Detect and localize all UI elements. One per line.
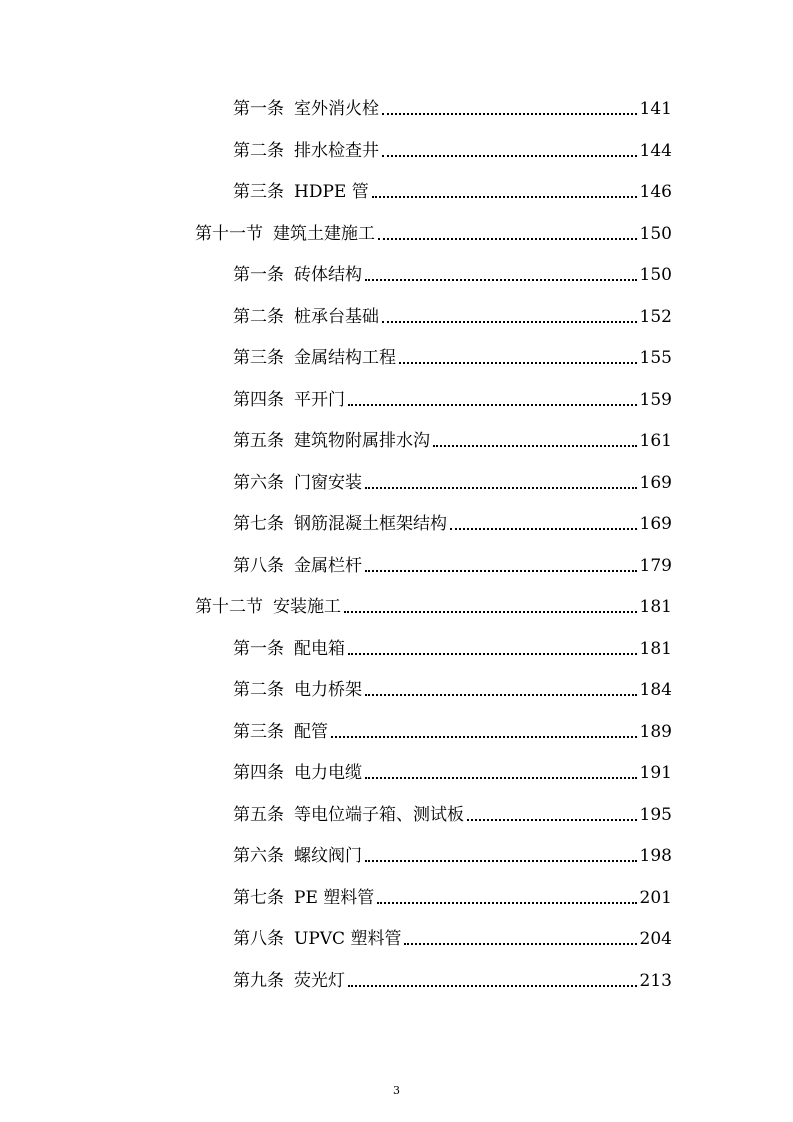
toc-entry-title: 门窗安装: [294, 472, 362, 493]
toc-entry-title: 荧光灯: [294, 970, 345, 991]
dot-leader: [348, 652, 637, 655]
toc-entry[interactable]: [233, 132, 672, 162]
toc-entry-title: 钢筋混凝土框架结构: [294, 514, 447, 534]
toc-entry-label: 第五条: [233, 804, 284, 825]
toc-entry-title: UPVC 塑料管: [294, 929, 402, 949]
toc-entry-title: 金属结构工程: [294, 348, 396, 368]
toc-entry-label: 第三条: [233, 182, 284, 202]
toc-entry[interactable]: [233, 837, 672, 867]
toc-entry[interactable]: [233, 464, 672, 494]
toc-entry-page-number: 150: [639, 265, 672, 285]
toc-entry-title: 砖体结构: [294, 265, 362, 285]
toc-entry-title: 室外消火栓: [294, 99, 379, 119]
dot-leader: [377, 901, 636, 904]
dot-leader: [467, 818, 637, 821]
toc-entry-label: 第六条: [233, 846, 284, 866]
page-number: 3: [393, 1084, 400, 1097]
toc-entry-label: 第二条: [233, 306, 284, 327]
toc-entry-page-number: 155: [639, 348, 672, 368]
dot-leader: [433, 444, 637, 447]
toc-entry-title: 电力电缆: [294, 763, 362, 783]
toc-entry[interactable]: [233, 630, 672, 660]
toc-entry-title: 建筑物附属排水沟: [294, 431, 430, 451]
toc-entry-page-number: 144: [639, 140, 672, 161]
toc-entry[interactable]: [233, 422, 672, 452]
toc-entry-title: 电力桥架: [294, 680, 362, 700]
dot-leader: [382, 112, 637, 115]
toc-entry-label: 第七条: [233, 514, 284, 534]
dot-leader: [348, 984, 637, 987]
toc-entry-page-number: 189: [639, 721, 672, 742]
toc-entry[interactable]: [233, 547, 672, 577]
toc-entry-title: 安装施工: [273, 597, 341, 617]
toc-entry-page-number: 204: [639, 929, 672, 949]
dot-leader: [344, 610, 637, 613]
dot-leader: [399, 361, 637, 364]
dot-leader: [365, 486, 637, 489]
dot-leader: [348, 403, 637, 406]
toc-entry[interactable]: [233, 505, 672, 535]
toc-entry[interactable]: [233, 962, 672, 992]
toc-entry[interactable]: [233, 920, 672, 950]
toc-entry-page-number: 169: [639, 514, 672, 534]
toc-entry-label: 第三条: [233, 721, 284, 742]
toc-entry[interactable]: [233, 796, 672, 826]
toc-entry-page-number: 152: [639, 306, 672, 327]
toc-entry-label: 第二条: [233, 680, 284, 700]
toc-entry-title: PE 塑料管: [294, 887, 375, 908]
dot-leader: [382, 320, 637, 323]
toc-entry-title: 配管: [294, 721, 328, 742]
dot-leader: [365, 278, 637, 281]
dot-leader: [382, 154, 637, 157]
toc-entry[interactable]: [233, 173, 672, 203]
toc-entry-label: 第三条: [233, 348, 284, 368]
toc-entry-label: 第二条: [233, 140, 284, 161]
dot-leader: [372, 195, 637, 198]
dot-leader: [365, 693, 637, 696]
toc-entry-page-number: 179: [639, 555, 672, 576]
toc-entry-title: 排水检查井: [294, 140, 379, 161]
toc-entry-label: 第十一节: [195, 223, 263, 244]
toc-entry-page-number: 213: [639, 970, 672, 991]
toc-entry-label: 第一条: [233, 638, 284, 659]
toc-entry-page-number: 184: [639, 680, 672, 700]
dot-leader: [378, 237, 637, 240]
toc-entry-page-number: 146: [639, 182, 672, 202]
toc-entry-page-number: 195: [639, 804, 672, 825]
toc-entry-page-number: 198: [639, 846, 672, 866]
toc-entry[interactable]: [233, 298, 672, 328]
toc-entry-page-number: 150: [639, 223, 672, 244]
toc-entry[interactable]: [233, 381, 672, 411]
toc-entry-label: 第五条: [233, 431, 284, 451]
toc-entry-label: 第八条: [233, 555, 284, 576]
dot-leader: [365, 776, 637, 779]
toc-entry-title: 平开门: [294, 389, 345, 410]
toc-entry-page-number: 141: [639, 99, 672, 119]
toc-entry-label: 第一条: [233, 265, 284, 285]
toc-entry-title: 配电箱: [294, 638, 345, 659]
toc-entry[interactable]: [233, 339, 672, 369]
toc-entry-page-number: 201: [639, 887, 672, 908]
toc-entry-title: 桩承台基础: [294, 306, 379, 327]
dot-leader: [365, 569, 637, 572]
toc-entry[interactable]: [233, 90, 672, 120]
toc-entry-title: 建筑土建施工: [273, 223, 375, 244]
toc-entry-page-number: 181: [639, 597, 672, 617]
toc-entry-page-number: 191: [639, 763, 672, 783]
dot-leader: [331, 735, 637, 738]
toc-entry-label: 第十二节: [195, 597, 263, 617]
toc-entry-page-number: 159: [639, 389, 672, 410]
toc-entry[interactable]: [233, 256, 672, 286]
toc-entry[interactable]: [233, 754, 672, 784]
toc-entry[interactable]: [195, 215, 672, 245]
toc-entry-label: 第七条: [233, 887, 284, 908]
toc-entry-title: 螺纹阀门: [294, 846, 362, 866]
toc-entry[interactable]: [233, 671, 672, 701]
toc-entry-label: 第八条: [233, 929, 284, 949]
dot-leader: [404, 942, 636, 945]
toc-entry-label: 第四条: [233, 763, 284, 783]
toc-entry-label: 第九条: [233, 970, 284, 991]
toc-entry[interactable]: [233, 879, 672, 909]
toc-entry-label: 第六条: [233, 472, 284, 493]
dot-leader: [450, 527, 637, 530]
toc-entry-title: 金属栏杆: [294, 555, 362, 576]
toc-entry-page-number: 161: [639, 431, 672, 451]
toc-entry-page-number: 181: [639, 638, 672, 659]
toc-entry-page-number: 169: [639, 472, 672, 493]
toc-entry[interactable]: [195, 588, 672, 618]
dot-leader: [365, 859, 637, 862]
toc-entry[interactable]: [233, 713, 672, 743]
toc-entry-title: HDPE 管: [294, 182, 369, 202]
toc-entry-label: 第一条: [233, 99, 284, 119]
toc-entry-title: 等电位端子箱、测试板: [294, 804, 464, 825]
toc-entry-label: 第四条: [233, 389, 284, 410]
